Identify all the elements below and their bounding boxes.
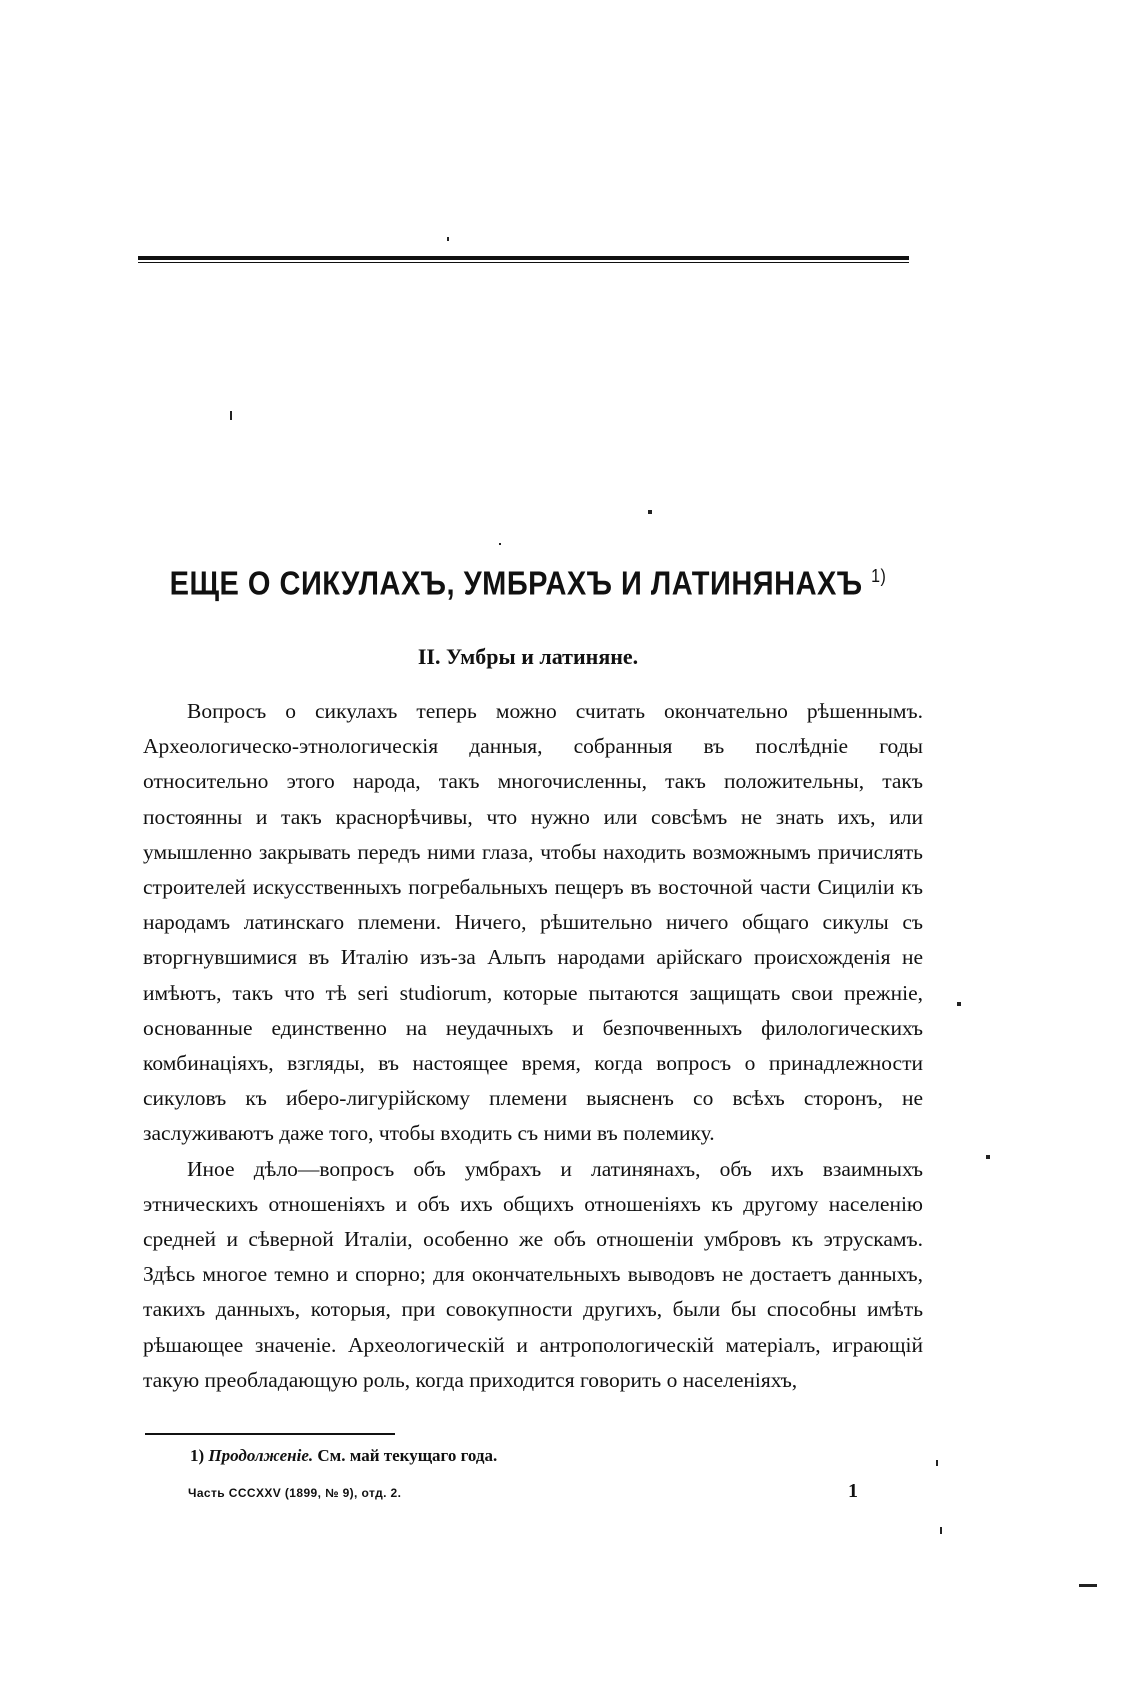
footnote-marker: 1) bbox=[190, 1446, 205, 1465]
sheet-number: 1 bbox=[848, 1480, 858, 1502]
body-paragraph: Иное дѣло—вопросъ объ умбрахъ и латинянахъ, объ ихъ взаимныхъ этническихъ отношеніяхъ и объ ихъ общихъ отношеніяхъ къ другому населенію средней и сѣверной Италіи, особенно же объ отношеніи умбровъ къ этрускамъ. Здѣсь многое темно и спорно; для окончательныхъ выводовъ не достаетъ данныхъ, такихъ данныхъ, которыя, при совокупности другихъ, были бы способны имѣть рѣшающее значеніе. Археологическій и антропологическій матеріалъ, играющій такую преобладающую роль, когда приходится говорить о населеніяхъ, bbox=[143, 1156, 923, 1392]
article-body bbox=[143, 694, 923, 1398]
section-heading: II. Умбры и латиняне. bbox=[417, 644, 639, 669]
footnote bbox=[190, 1446, 497, 1466]
footnote-rule bbox=[145, 1433, 395, 1435]
article-title-text: ЕЩЕ О СИКУЛАХЪ, УМБРАХЪ И ЛАТИНЯНАХЪ bbox=[169, 565, 863, 603]
footnote-text: См. май текущаго года. bbox=[313, 1446, 498, 1465]
print-speck bbox=[936, 1460, 938, 1466]
title-footnote-ref: 1) bbox=[871, 567, 887, 587]
print-speck bbox=[499, 543, 501, 545]
body-paragraph: Вопросъ о сикулахъ теперь можно считать окончательно рѣшеннымъ. Археологическо-этнологическія данныя, собранныя въ послѣдніе годы относительно этого народа, такъ многочисленны, такъ положительны, такъ постоянны и такъ краснорѣчивы, что нужно или совсѣмъ не знать ихъ, или умышленно закрывать передъ ними глаза, чтобы находить возможнымъ причислять строителей искусственныхъ погребальныхъ пещеръ въ восточной части Сициліи къ народамъ латинскаго племени. Ничего, рѣшительно ничего общаго сикулы съ вторгнувшимися въ Италію изъ-за Альпъ народами арійскаго происхожденія не имѣютъ, такъ что тѣ seri studiorum, которые пытаются защищать свои прежніе, основанные единственно на неудачныхъ и безпочвенныхъ филологическихъ комбинаціяхъ, взгляды, въ настоящее время, когда вопросъ о принадлежности сикуловъ къ иберо-лигурійскому племени выясненъ со всѣхъ сторонъ, не заслуживаютъ даже того, чтобы входить съ ними въ полемику. bbox=[143, 699, 923, 1146]
print-speck bbox=[940, 1527, 942, 1534]
print-speck bbox=[1079, 1584, 1097, 1587]
print-speck bbox=[986, 1155, 990, 1159]
print-speck bbox=[230, 411, 232, 420]
printers-signature: Часть CCCXXV (1899, № 9), отд. 2. bbox=[188, 1486, 402, 1500]
header-double-rule bbox=[138, 256, 909, 263]
print-speck bbox=[648, 510, 652, 514]
print-speck bbox=[447, 237, 449, 241]
article-title bbox=[0, 566, 1056, 604]
print-speck bbox=[957, 1002, 961, 1006]
footnote-italic-text: Продолженіе. bbox=[208, 1446, 314, 1465]
